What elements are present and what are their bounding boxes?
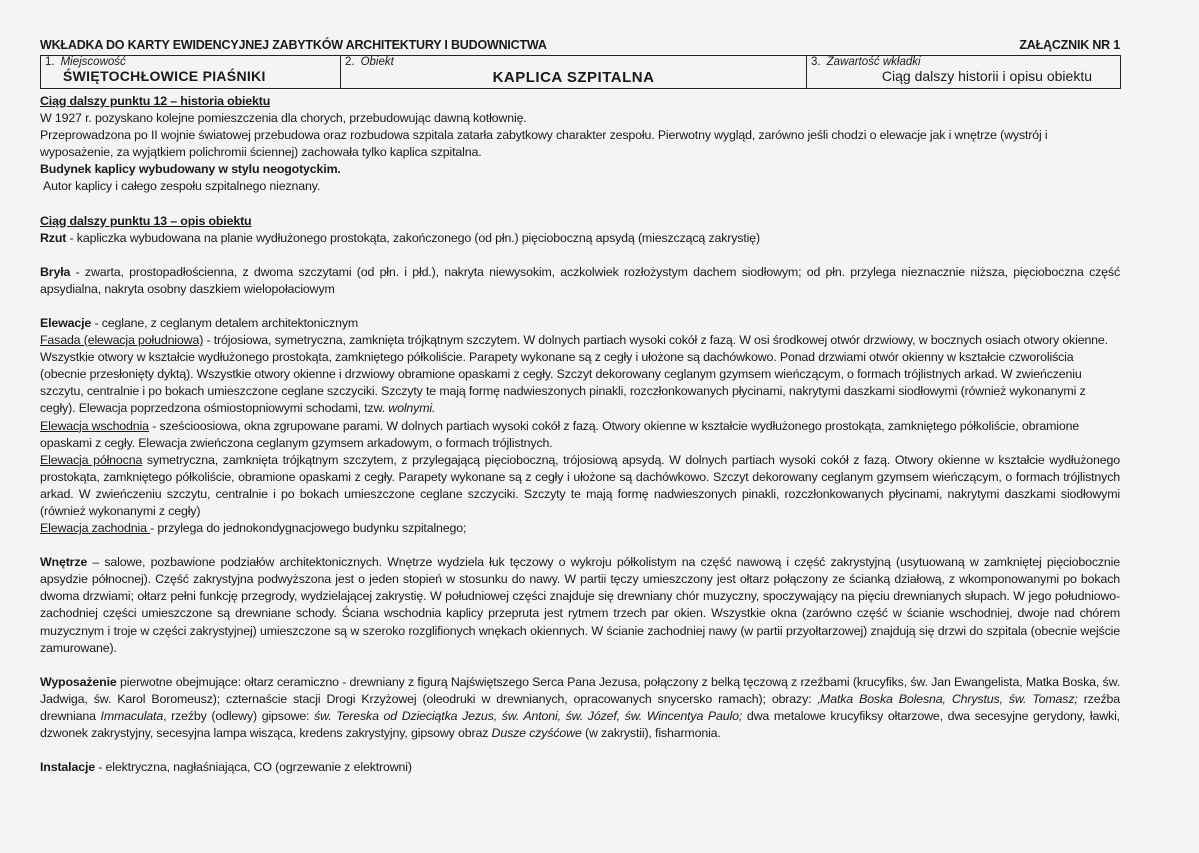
- document-title: WKŁADKA DO KARTY EWIDENCYJNEJ ZABYTKÓW ARCHITEKTURY I BUDOWNICTWA: [40, 38, 547, 52]
- fasada-paragraph: Fasada (elewacja południowa) - trójosiowa, symetryczna, zamknięta trójkątnym szczytem. W dolnych partiach wysoki cokół z fazą. W osi środkowej otwór drzwiowy, w bocznych osiach otwory okienne. Wszystkie otwory w kształcie wydłużonego prostokąta, zamkniętego półkoliście. Parapety wykonane są z cegły i ułożone są dachówkowo. Ponad drzwiami otwór okienny w kształcie czworoliścia (obecnie przesłonięty dyktą). Wszystkie otwory okienne i drzwiowy obramione opaskami z cegły. Szczyt dekorowany ceglanym gzymsem wieńczącym, o formach trójlistnych arkad. W zwieńczeniu szczytu, centralnie i po bokach umieszczone ceglane szczyciki. Szczyty te mają formę nadwieszonych pinakli, rozczłonkowanych płycinami, nakrytymi daszkami siodłowymi (również wykonanymi z cegły). Elewacja poprzedzona ośmiostopniowymi schodami, tzw. wolnymi.: [40, 333, 1108, 416]
- object-label: Obiekt: [360, 56, 394, 68]
- locality-cell: 1. Miejscowość ŚWIĘTOCHŁOWICE PIAŚNIKI: [41, 56, 341, 89]
- locality-label: Miejscowość: [60, 56, 126, 68]
- content-label: Zawartość wkładki: [826, 56, 921, 68]
- elewacje-paragraph: Elewacje - ceglane, z ceglanym detalem architektonicznym: [40, 315, 359, 330]
- history-author: Autor kaplicy i całego zespołu szpitalnego nieznany.: [43, 179, 321, 194]
- document-page: [40, 38, 1120, 776]
- content-value: Ciąg dalszy historii i opisu obiektu: [881, 68, 1092, 84]
- history-style-statement: Budynek kaplicy wybudowany w stylu neogotyckim.: [40, 162, 341, 177]
- wnetrze-paragraph: Wnętrze – salowe, pozbawione podziałów architektonicznych. Wnętrze wydziela łuk tęczowy o wykroju półkolistym na część nawową i część zakrystyjną (usytuowaną w zamkniętej pięciobocznie apsydzie północnej). Część zakrystyjna podwyższona jest o jeden stopień w stosunku do nawy. W partii tęczy umieszczony jest ołtarz połączony ze ścianką działową, z wkomponowanymi po bokach dwoma drzwiami; ołtarz pełni funkcję przegrody, wydzielającej zakrystię. W południowej części znajduje się drewniany chór muzyczny, spoczywający na pięciu drewnianych słupach. W jego południowo-zachodniej części umieszczone są drewniane schody. Ściana wschodnia kaplicy przepruta jest rytmem trzech par okien. Wszystkie okna (zarówno część w ścianie wschodniej, dwoje nad chórem muzycznym i troje w części zakrystyjnej) umieszczone są w szeroko rozglifionych wnękach okiennych. W ścianie zachodniej nawy (w partii przyołtarzowej) znajdują się drzwi do szpitala (obecnie wejście zamurowane).: [40, 555, 1120, 655]
- top-row: [40, 38, 1120, 52]
- bryla-paragraph: Bryła - zwarta, prostopadłościenna, z dwoma szczytami (od płn. i płd.), nakryta niewysokim, aczkolwiek rozłożystym dachem siodłowym; od płn. przylega nieznacznie niższa, pięcioboczna część apsydialna, nakryta osobny daszkiem wielopołaciowym: [40, 264, 1120, 296]
- content-cell: 3. Zawartość wkładki Ciąg dalszy historii i opisu obiektu: [807, 56, 1121, 89]
- history-paragraph-2: Przeprowadzona po II wojnie światowej przebudowa oraz rozbudowa szpitala zatarła zabytkowy charakter zespołu. Pierwotny wygląd, zarówno jeśli chodzi o elewacje jak i wnętrze (wystrój i wyposażenie, za wyjątkiem polichromii ściennej) zachowała tylko kaplica szpitalna.: [40, 128, 1048, 160]
- document-body: [40, 93, 1120, 776]
- west-elevation-paragraph: Elewacja zachodnia - przylega do jednokondygnacjowego budynku szpitalnego;: [40, 521, 467, 536]
- header-table: [40, 55, 1121, 89]
- attachment-label: ZAŁĄCZNIK NR 1: [1019, 38, 1120, 52]
- north-elevation-paragraph: Elewacja północna symetryczna, zamknięta trójkątnym szczytem, z przylegającą pięcioboczną, trójosiową apsydą. W dolnych partiach wysoki cokół z fazą. Otwory okienne w kształcie wydłużonego prostokąta, zamkniętego półkoliście, obramione opaskami z cegły. Parapety wykonane są z cegły i ułożone są dachówkowo. Szczyt dekorowany ceglanym gzymsem wieńczącym, o formach trójlistnych arkad. W zwieńczeniu szczytu, centralnie i po bokach umieszczone ceglane szczyciki. Szczyty te mają formę nadwieszonych pinakli, rozczłonkowanych płycinami, nakrytymi daszkami siodłowymi (również wykonanymi z cegły): [40, 452, 1120, 518]
- rzut-paragraph: Rzut - kapliczka wybudowana na planie wydłużonego prostokąta, zakończonego (od płn.) pięcioboczną apsydą (mieszczącą zakrystię): [40, 230, 760, 245]
- east-elevation-paragraph: Elewacja wschodnia - sześcioosiowa, okna zgrupowane parami. W dolnych partiach wysoki cokół z fazą. Otwory okienne w kształcie wydłużonego prostokąta, zamkniętego półkoliście, obramione opaskami z cegły. Elewacja zwieńczona ceglanym gzymsem arkadowym, o formach trójlistnych.: [40, 418, 1080, 450]
- wyposazenie-paragraph: Wyposażenie pierwotne obejmujące: ołtarz ceramiczno - drewniany z figurą Najświętszego Serca Pana Jezusa, połączony z belką tęczową z rzeźbami (krucyfiks, św. Jan Ewangelista, Matka Boska, św. Jadwiga, św. Karol Boromeusz); czternaście stacji Drogi Krzyżowej (oleodruki w drewnianych, opracowanych snycersko ramach); obrazy: ‚Matka Boska Bolesna, Chrystus, św. Tomasz; rzeźba drewniana Immaculata, rzeźby (odlewy) gipsowe: św. Tereska od Dzieciątka Jezus, św. Antoni, św. Józef, św. Wincentya Paulo; dwa metalowe krucyfiksy ołtarzowe, dwa secesyjne gerydony, ławki, dzwonek zakrystyjny, secesyjna lampa wisząca, kredens zakrystyjny, gipsowy obraz Dusze czyśćowe (w zakrystii), fisharmonia.: [40, 674, 1120, 740]
- history-paragraph-1: W 1927 r. pozyskano kolejne pomieszczenia dla chorych, przebudowując dawną kotłownię.: [40, 111, 527, 126]
- description-heading: Ciąg dalszy punktu 13 – opis obiektu: [40, 213, 252, 228]
- locality-value: ŚWIĘTOCHŁOWICE PIAŚNIKI: [63, 68, 266, 84]
- instalacje-paragraph: Instalacje - elektryczna, nagłaśniająca, CO (ogrzewanie z elektrowni): [40, 760, 412, 775]
- history-heading: Ciąg dalszy punktu 12 – historia obiektu: [40, 94, 271, 108]
- object-value: KAPLICA SZPITALNA: [492, 69, 655, 86]
- object-cell: 2. Obiekt KAPLICA SZPITALNA: [341, 56, 807, 89]
